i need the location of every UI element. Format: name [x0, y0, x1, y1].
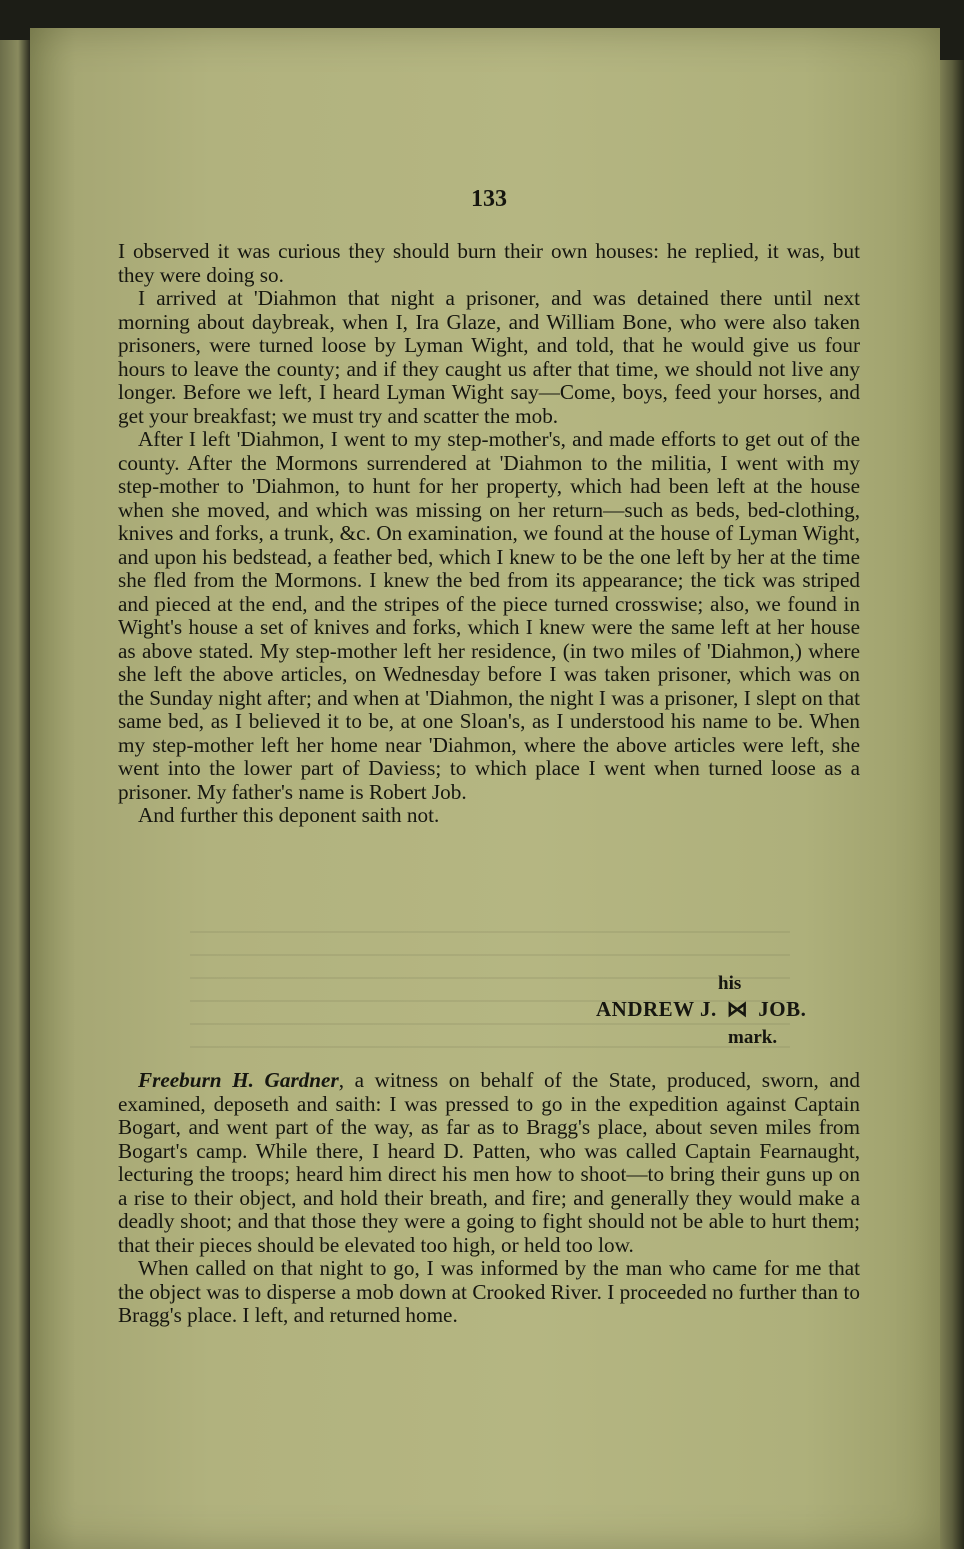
signature-mark-icon: ⋈	[726, 997, 749, 1021]
witness-paragraph-2: When called on that night to go, I was informed by the man who came for me that the object was to disperse a mob down at Crooked River. I proceeded no further than to Bragg's place. I left, and returned home.	[118, 1256, 860, 1327]
deposition-text	[118, 240, 860, 828]
book-page	[30, 28, 940, 1549]
left-page-edge	[0, 40, 30, 1549]
witness-intro: , a witness on behalf of the State, produced, sworn, and examined, deposeth and saith: I was pressed to go in the expedition against Captain Bogart, and went part of the way, as far as to Bragg's place, about seven miles from Bogart's camp. While there, I heard D. Patten, who was called Captain Fearnaught, lecturing the troops; heard him direct his men how to shoot—to bring their guns up on a rise to their object, and hold their breath, and fire; and generally they would make a deadly shoot; and that those they were a going to fight should not be able to hurt them; that their pieces should be elevated too high, or held too low.	[118, 1068, 860, 1257]
page-stack-edge	[940, 60, 964, 1549]
signature-last-name: JOB.	[758, 997, 807, 1021]
witness-paragraph-1	[118, 1069, 860, 1257]
signature-first-name: ANDREW J.	[596, 997, 717, 1021]
signature-his: his	[718, 973, 742, 994]
paragraph-continued: I observed it was curious they should burn their own houses: he replied, it was, but they were doing so.	[118, 239, 860, 287]
page-number: 133	[471, 186, 507, 212]
signature-mark-label: mark.	[728, 1027, 778, 1048]
paragraph-property: After I left 'Diahmon, I went to my step-mother's, and made efforts to get out of the county. After the Mormons surrendered at 'Diahmon to the militia, I went with my step-mother to 'Diahmon, to hunt for her property, which had been left at the house when she moved, and which was missing on her return—such as beds, bed-clothing, knives and forks, a trunk, &c. On examination, we found at the house of Lyman Wight, and upon his bedstead, a feather bed, which I knew to be the one left by her at the time she fled from the Mormons. I knew the bed from its appearance; the tick was striped and pieced at the end, and the stripes of the piece turned crosswise; also, we found in Wight's house a set of knives and forks, which I knew were the same left at her house as above stated. My step-mother left her residence, (in two miles of 'Diahmon,) where she left the above articles, on Wednesday before I was taken prisoner, which was on the Sunday night after; and when at 'Diahmon, the night I was a prisoner, I slept on that same bed, as I believed it to be, at one Sloan's, as I understood his name to be. When my step-mother left her home near 'Diahmon, where the above articles were left, she went into the lower part of Daviess; to which place I went when turned loose as a prisoner. My father's name is Robert Job.	[118, 427, 860, 804]
signature-name	[596, 998, 806, 1022]
bleed-through-text	[190, 928, 790, 1048]
paragraph-arrival: I arrived at 'Diahmon that night a prisoner, and was detained there until next morning about daybreak, when I, Ira Glaze, and William Bone, who were also taken prisoners, were turned loose by Lyman Wight, and told, that he would give us four hours to leave the county; and if they caught us after that time, we should not live any longer. Before we left, I heard Lyman Wight say—Come, boys, feed your horses, and get your breakfast; we must try and scatter the mob.	[118, 286, 860, 428]
paragraph-closing: And further this deponent saith not.	[138, 803, 440, 827]
witness-testimony	[118, 1069, 860, 1328]
witness-name: Freeburn H. Gardner	[138, 1068, 339, 1092]
